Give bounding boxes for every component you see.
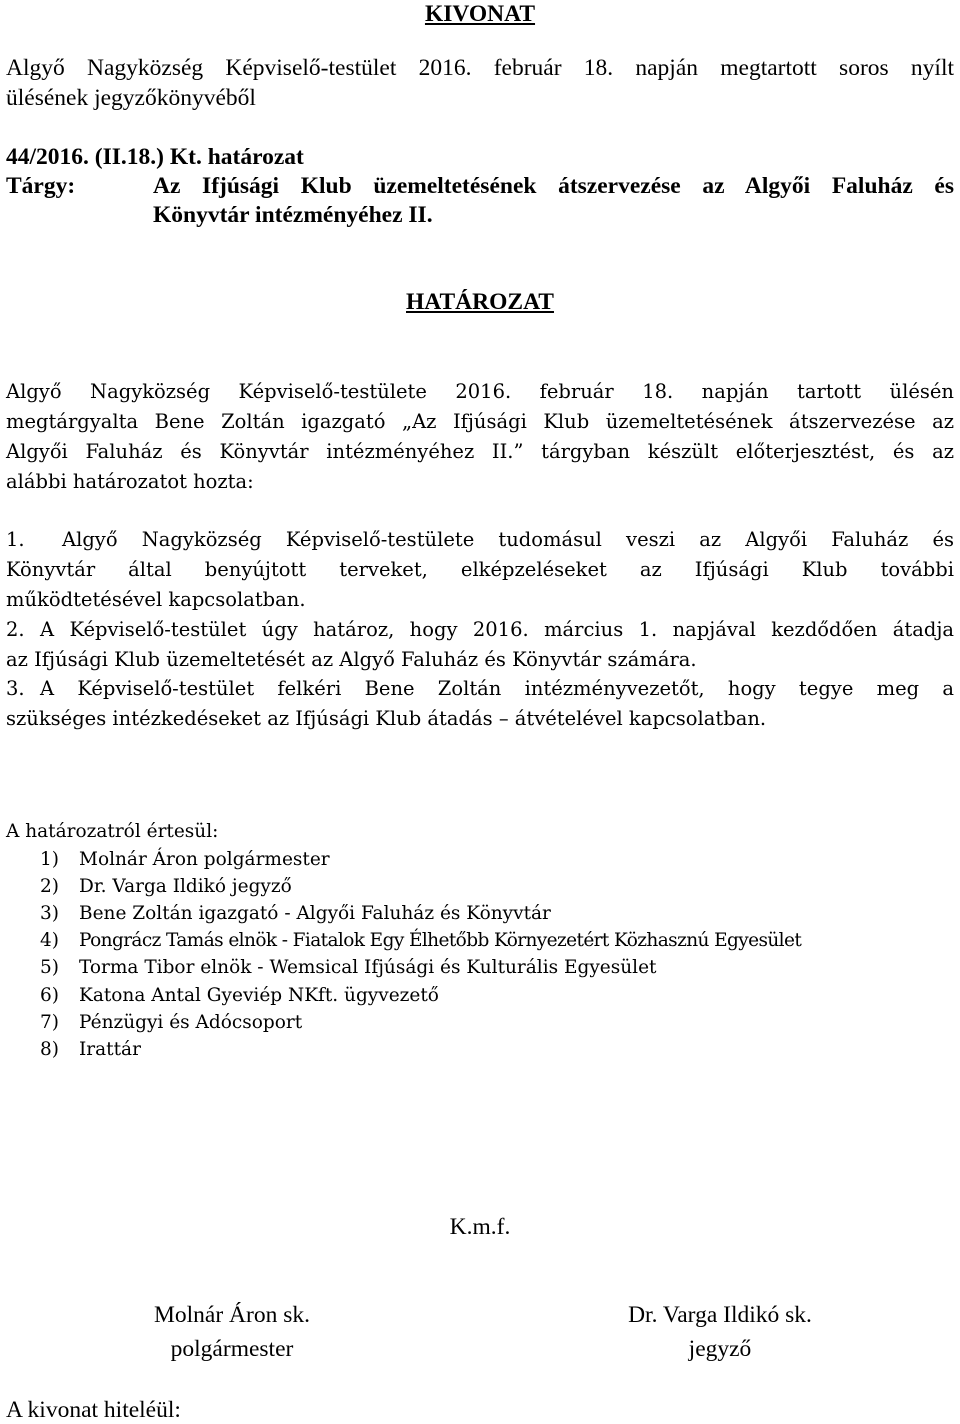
left-signatory-name: Molnár Áron sk.: [154, 1302, 310, 1328]
recipient-number: 2): [40, 876, 59, 897]
item-3-number: 3.: [6, 677, 25, 700]
item-2-line-2: az Ifjúsági Klub üzemeltetését az Algyő Faluház és Könyvtár számára.: [6, 648, 697, 671]
body-para-line-4: alábbi határozatot hozta:: [6, 470, 254, 493]
recipient-item: Irattár: [79, 1039, 141, 1060]
recipient-number: 1): [40, 849, 59, 870]
recipient-number: 3): [40, 903, 59, 924]
recipient-number: 4): [40, 930, 59, 951]
subject-label: Tárgy:: [6, 173, 76, 199]
recipient-number: 7): [40, 1012, 59, 1033]
recipient-item: Pongrácz Tamás elnök - Fiatalok Egy Élhetőbb Környezetért Közhasznú Egyesület: [79, 930, 802, 951]
recipient-item: Dr. Varga Ildikó jegyző: [79, 876, 292, 897]
body-para-line-1: Algyő Nagyközség Képviselő-testülete 2016. február 18. napján tartott ülésén: [6, 380, 954, 403]
item-3-line-1: A Képviselő-testület felkéri Bene Zoltán intézményvezetőt, hogy tegye meg a: [40, 677, 954, 700]
recipient-item: Bene Zoltán igazgató - Algyői Faluház és Könyvtár: [79, 903, 551, 924]
item-1-number: 1.: [6, 528, 25, 551]
item-2-number: 2.: [6, 618, 25, 641]
recipient-item: Torma Tibor elnök - Wemsical Ifjúsági és Kulturális Egyesület: [79, 957, 657, 978]
subject-line-2: Könyvtár intézményéhez II.: [153, 202, 433, 228]
left-signatory-title: polgármester: [170, 1336, 294, 1362]
resolution-number: 44/2016. (II.18.) Kt. határozat: [6, 144, 304, 170]
body-para-line-3: Algyői Faluház és Könyvtár intézményéhez II.” tárgyban készült előterjesztést, és az: [6, 440, 954, 463]
right-signatory-title: jegyző: [688, 1336, 752, 1362]
recipient-number: 6): [40, 985, 59, 1006]
document-title: KIVONAT: [424, 1, 536, 27]
recipient-item: Molnár Áron polgármester: [79, 849, 330, 870]
intro-line-1: Algyő Nagyközség Képviselő-testület 2016. február 18. napján megtartott soros nyílt: [6, 55, 954, 81]
kmf-label: K.m.f.: [449, 1214, 511, 1240]
certified-label: A kivonat hiteléül:: [6, 1397, 181, 1423]
item-3-line-2: szükséges intézkedéseket az Ifjúsági Klub átadás – átvételével kapcsolatban.: [6, 707, 767, 730]
recipient-number: 8): [40, 1039, 59, 1060]
resolution-heading: HATÁROZAT: [406, 289, 554, 315]
recipient-item: Katona Antal Gyeviép NKft. ügyvezető: [79, 985, 439, 1006]
item-1-line-1: Algyő Nagyközség Képviselő-testülete tudomásul veszi az Algyői Faluház és: [62, 528, 954, 551]
body-para-line-2: megtárgyalta Bene Zoltán igazgató „Az Ifjúsági Klub üzemeltetésének átszervezése az: [6, 410, 954, 433]
right-signatory-name: Dr. Varga Ildikó sk.: [628, 1302, 812, 1328]
subject-line-1: Az Ifjúsági Klub üzemeltetésének átszervezése az Algyői Faluház és: [153, 173, 954, 199]
recipient-number: 5): [40, 957, 59, 978]
recipients-heading: A határozatról értesül:: [6, 821, 219, 842]
item-2-line-1: A Képviselő-testület úgy határoz, hogy 2016. március 1. napjával kezdődően átadja: [40, 618, 954, 641]
intro-line-2: ülésének jegyzőkönyvéből: [6, 85, 256, 111]
item-1-line-2: Könyvtár által benyújtott terveket, elképzeléseket az Ifjúsági Klub további: [6, 558, 954, 581]
recipient-item: Pénzügyi és Adócsoport: [79, 1012, 303, 1033]
item-1-line-3: működtetésével kapcsolatban.: [6, 588, 306, 611]
